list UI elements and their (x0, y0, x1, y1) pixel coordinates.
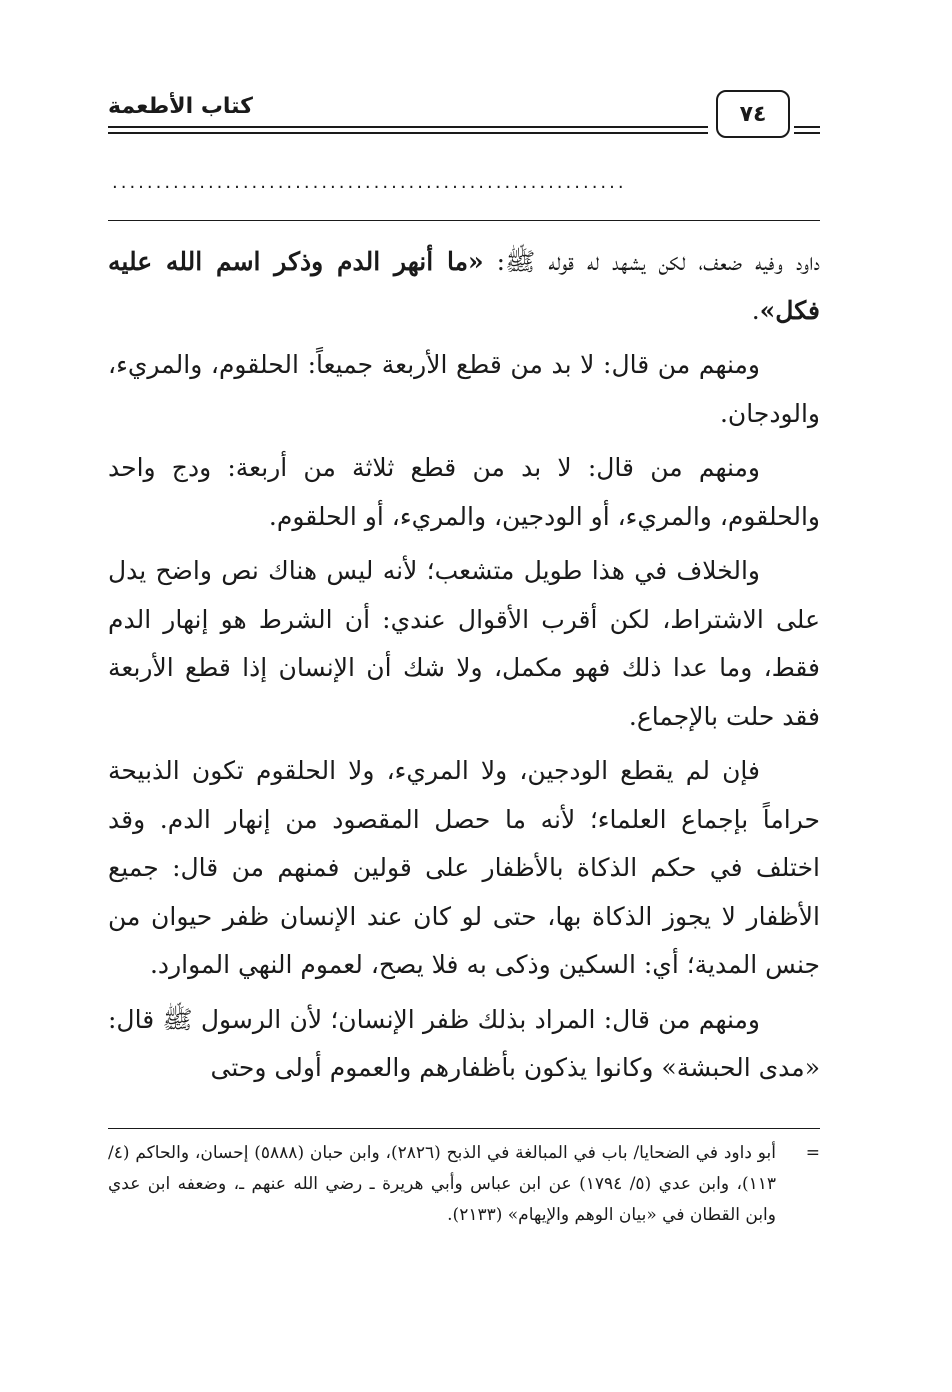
page-header (108, 88, 820, 148)
paragraph-1-end: . (751, 295, 760, 325)
paragraph-1 (108, 238, 820, 335)
paragraph-6: ومنهم من قال: المراد بذلك ظفر الإنسان؛ لأن الرسول ﷺ قال: «مدى الحبشة» وكانوا يذكون بأظفارهم والعموم أولى وحتى (108, 1004, 820, 1082)
header-rule-left-2 (108, 132, 708, 134)
paragraph-5: فإن لم يقطع الودجين، ولا المريء، ولا الحلقوم تكون الذبيحة حراماً بإجماع العلماء؛ لأنه ما حصل المقصود من إنهار الدم. وقد اختلف في حكم الذكاة بالأظفار على قولين فمنهم من قال: جميع الأظفار لا يجوز الذكاة بها، حتى لو كان عند الإنسان ظفر حيوان من جنس المدية؛ أي: السكين وذكى به فلا يصح، لعموم النهي الموارد. (108, 756, 820, 979)
page-number-box (716, 90, 790, 138)
paragraph-1-text: داود وفيه ضعف، لكن يشهد له قوله ﷺ: (483, 247, 820, 276)
footnote-marker: = (805, 1143, 820, 1163)
header-rule-right (794, 126, 820, 128)
footnote (108, 1138, 820, 1231)
page-number: ٧٤ (739, 101, 767, 127)
paragraph-3: ومنهم من قال: لا بد من قطع ثلاثة من أربعة: ودج واحد والحلقوم، والمريء، أو الودجين، والمريء، أو الحلقوم. (108, 453, 820, 531)
hadith-quote: «ما أنهر الدم وذكر اسم الله عليه فكل» (108, 247, 820, 325)
header-rule-left (108, 126, 708, 128)
main-text (108, 238, 820, 1099)
header-rule-right-2 (794, 132, 820, 134)
footnote-text: أبو داود في الضحايا/ باب في المبالغة في الذبح (٢٨٢٦)، وابن حبان (٥٨٨٨) إحسان، والحاكم (٤/ ١١٣)، وابن عدي (٥/ ١٧٩٤) عن ابن عباس وأبي هريرة ـ رضي الله عنهم ـ، وضعفه ابن عدي وابن القطان في «بيان الوهم والإيهام» (٢١٣٣). (108, 1143, 777, 1225)
continuation-dots: ........................................................... (112, 172, 627, 193)
paragraph-2: ومنهم من قال: لا بد من قطع الأربعة جميعاً: الحلقوم، والمريء، والودجان. (108, 350, 820, 428)
footnote-separator (108, 1128, 820, 1129)
paragraph-4: والخلاف في هذا طويل متشعب؛ لأنه ليس هناك نص واضح يدل على الاشتراط، لكن أقرب الأقوال عندي: أن الشرط هو إنهار الدم فقط، وما عدا ذلك فهو مكمل، ولا شك أن الإنسان إذا قطع الأربعة فقد حلت بالإجماع. (108, 556, 820, 731)
book-title: كتاب الأطعمة (108, 94, 253, 119)
top-separator (108, 220, 820, 221)
